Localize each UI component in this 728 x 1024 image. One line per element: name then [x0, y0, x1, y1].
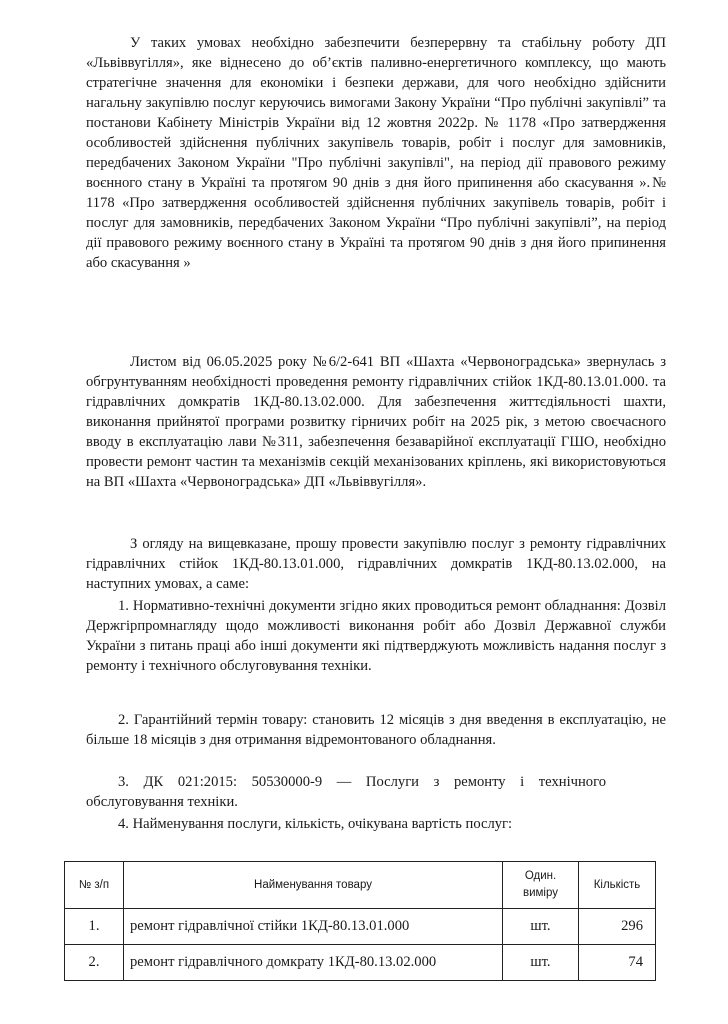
list-item-warranty: 2. Гарантійний термін товару: становить 12 місяців з дня введення в експлуатацію, не більше 18 місяців з дня отримання відремонтованого обладнання. — [86, 712, 666, 748]
cell-number: 2. — [65, 945, 124, 981]
list-item-dk-code: 3. ДК 021:2015: 50530000-9 — Послуги з ремонту і технічного обслуговування техніки. — [86, 774, 606, 810]
cell-quantity: 296 — [579, 909, 656, 945]
header-unit: Один. виміру — [503, 862, 579, 909]
cell-item-name: ремонт гідравлічного домкрату 1КД-80.13.02.000 — [124, 945, 503, 981]
header-quantity: Кількість — [579, 862, 656, 909]
list-item-normative-documents: 1. Нормативно-технічні документи згідно яких проводиться ремонт обладнання: Дозвіл Держгірпромнагляду щодо можливості виконання робіт або Дозвіл Державної служби України з питань праці або інші документи які підтверджують можливість надання послуг з ремонту і технічного обслуговування техніки. — [86, 598, 666, 674]
paragraph-letter-reference: Листом від 06.05.2025 року №6/2-641 ВП «Шахта «Червоноградська» звернулась з обгрунтуванням необхідності проведення ремонту гідравлічних стійок 1КД-80.13.01.000. та гідравлічних домкратів 1КД-80.13.02.000. Для забезпечення життєдіяльності шахти, виконання прийнятої програми розвитку гірничих робіт на 2025 рік, з метою своєчасного вводу в експлуатацію лави №311, забезпечення безаварійної експлуатації ГШО, необхідно провести ремонт частин та механізмів секцій механізованих кріплень, які використовуються на ВП «Шахта «Червоноградська» ДП «Львіввугілля». — [86, 354, 666, 490]
cell-item-name: ремонт гідравлічної стійки 1КД-80.13.01.000 — [124, 909, 503, 945]
services-table — [64, 861, 656, 981]
cell-number: 1. — [65, 909, 124, 945]
list-item-service-name: 4. Найменування послуги, кількість, очікувана вартість послуг: — [118, 816, 513, 832]
table-row — [65, 909, 656, 945]
header-item-name: Найменування товару — [124, 862, 503, 909]
paragraph-procurement-justification: У таких умовах необхідно забезпечити безперервну та стабільну роботу ДП «Львіввугілля», яке віднесено до об’єктів паливно-енергетичного комплексу, що мають стратегічне значення для економіки і безпеки держави, для чого необхідно здійснити нагальну закупівлю послуг керуючись вимогами Закону України “Про публічні закупівлі” та постанови Кабінету Міністрів України від 12 жовтня 2022р. № 1178 «Про затвердження особливостей здійснення публічних закупівель товарів, робіт і послуг для замовників, передбачених Законом України "Про публічні закупівлі", на період дії правового режиму воєнного стану в Україні та протягом 90 днів з дня його припинення або скасування ».№ 1178 «Про затвердження особливостей здійснення публічних закупівель товарів, робіт і послуг для замовників, передбачених Законом України “Про публічні закупівлі”, на період дії правового режиму воєнного стану в Україні та протягом 90 днів з дня його припинення або скасування » — [86, 35, 666, 271]
table-header-row — [65, 862, 656, 909]
cell-unit: шт. — [503, 945, 579, 981]
cell-quantity: 74 — [579, 945, 656, 981]
cell-unit: шт. — [503, 909, 579, 945]
paragraph-request: З огляду на вищевказане, прошу провести закупівлю послуг з ремонту гідравлічних гідравлічних стійок 1КД-80.13.01.000, гідравлічних домкратів 1КД-80.13.02.000, на наступних умовах, а саме: — [86, 536, 666, 592]
header-number: № з/п — [65, 862, 124, 909]
table-row — [65, 945, 656, 981]
